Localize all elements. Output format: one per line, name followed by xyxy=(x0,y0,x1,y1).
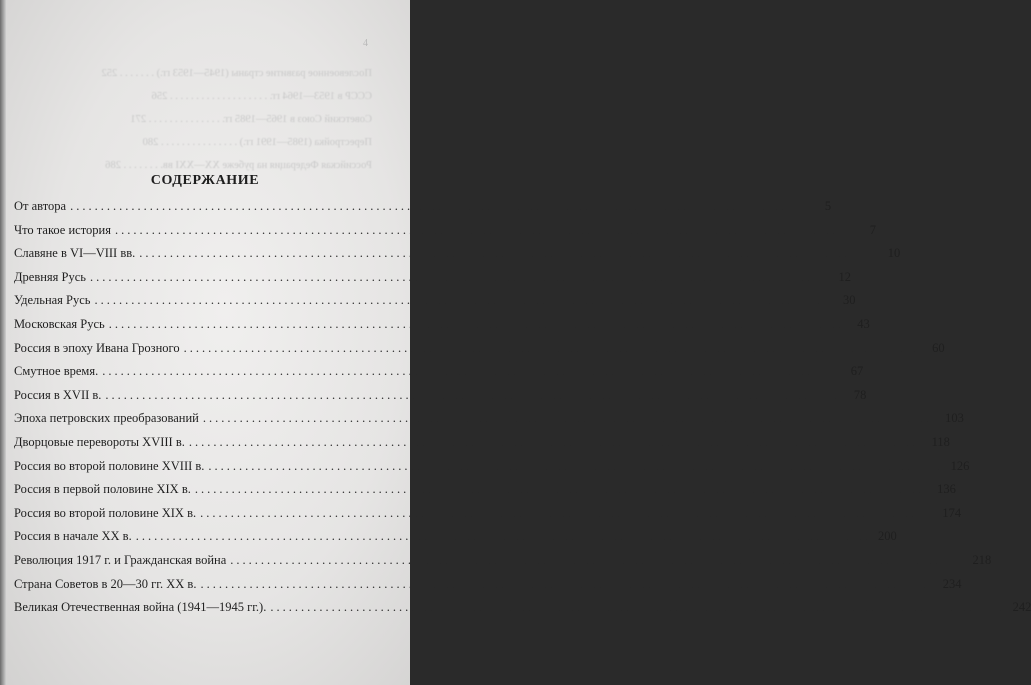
toc-dot-leader: ........................................................................................................................ xyxy=(139,246,875,261)
toc-dot-leader: ........................................................................................................................ xyxy=(200,576,936,591)
toc-dot-leader: ........................................................................................................................ xyxy=(102,364,838,379)
toc-entry-title: От автора xyxy=(14,199,67,213)
toc-entry xyxy=(14,576,962,601)
bleed-line: Послевоенное развитие страны (1945—1953 гг.) . . . . . . . 252 xyxy=(101,68,372,79)
toc-dot-leader: ........................................................................................................................ xyxy=(208,458,944,473)
toc-entry-title: Россия в XVII в. xyxy=(14,387,102,402)
toc-entry-title: Дворцовые перевороты XVIII в. xyxy=(14,434,185,449)
toc-entry-title: Великая Отечественная война (1941—1945 гг.). xyxy=(14,600,267,615)
toc-dot-leader: ........................................................................................................................ xyxy=(105,387,841,402)
toc-entry xyxy=(14,387,867,412)
toc-entry-title: Россия в начале XX в. xyxy=(14,529,132,544)
toc-entry xyxy=(14,600,1031,624)
toc-dot-leader: ........................................................................................................................ xyxy=(70,199,806,213)
toc-entry-page: 5 xyxy=(824,199,832,213)
toc-entry-page: 200 xyxy=(877,529,897,544)
toc-entry-title: Россия во второй половине XIX в. xyxy=(14,505,197,520)
toc-dot-leader: ........................................................................................................................ xyxy=(230,552,966,567)
toc-entry xyxy=(14,552,992,577)
toc-entry-page: 78 xyxy=(853,387,867,402)
toc-entry-page: 7 xyxy=(869,222,876,237)
toc-entry-page: 242 xyxy=(1012,600,1031,615)
toc-entry-title: Московская Русь xyxy=(14,316,105,331)
toc-entry-page: 218 xyxy=(972,552,992,567)
toc-entry-title: Россия в эпоху Ивана Грозного xyxy=(14,340,180,355)
page-number: 4 xyxy=(363,38,368,49)
toc-entry xyxy=(14,364,864,388)
toc-entry xyxy=(14,293,856,317)
toc-entry xyxy=(14,269,851,294)
toc-entry xyxy=(14,434,950,459)
toc-entry-page: 136 xyxy=(937,482,956,497)
toc-entry xyxy=(14,246,901,270)
toc-entry-title: Древняя Русь xyxy=(14,269,86,284)
toc-entry-page: 10 xyxy=(887,246,901,261)
toc-entry xyxy=(14,222,876,247)
toc-entry-title: Смутное время. xyxy=(14,364,99,379)
toc-entry xyxy=(14,458,970,483)
toc-entry-page: 103 xyxy=(945,411,964,426)
toc-dot-leader: ........................................................................................................................ xyxy=(94,293,830,308)
toc-dot-leader: ........................................................................................................................ xyxy=(200,505,936,520)
toc-dot-leader: ........................................................................................................................ xyxy=(135,529,871,544)
bleed-line: Советский Союз в 1965—1985 гг. . . . . . . . . . . . . . . 271 xyxy=(130,114,372,125)
toc-entry-page: 126 xyxy=(950,458,970,473)
toc-entry xyxy=(14,411,964,435)
toc-entry-title: Россия во второй половине XVIII в. xyxy=(14,458,205,473)
toc-entry-title: Что такое история xyxy=(14,222,111,237)
toc-entry-title: Россия в первой половине XIX в. xyxy=(14,482,191,497)
toc-dot-leader: ........................................................................................................................ xyxy=(108,316,844,331)
toc-entry xyxy=(14,482,956,506)
toc-entry-title: Эпоха петровских преобразований xyxy=(14,411,199,426)
toc-dot-leader: ........................................................................................................................ xyxy=(114,222,850,237)
toc-entry-title: Страна Советов в 20—30 гг. XX в. xyxy=(14,576,197,591)
toc-entry-title: Революция 1917 г. и Гражданская война xyxy=(14,552,227,567)
toc-dot-leader: ........................................................................................................................ xyxy=(194,482,930,497)
toc-dot-leader: ........................................................................................................................ xyxy=(183,340,919,355)
toc-dot-leader: ........................................................................................................................ xyxy=(202,411,938,426)
bleed-line: Российская Федерация на рубеже XX—XXI вв. . . . . . . . 286 xyxy=(105,160,372,171)
toc-entry xyxy=(14,340,945,365)
toc-entry xyxy=(14,505,962,530)
toc-entry-title: Славяне в VI—VIII вв. xyxy=(14,246,136,261)
toc-entry xyxy=(14,529,897,553)
toc-entry-page: 118 xyxy=(931,434,950,449)
toc-entry-page: 12 xyxy=(838,269,851,284)
toc-entry-title: Удельная Русь xyxy=(14,293,91,308)
toc-heading: СОДЕРЖАНИЕ xyxy=(150,173,260,188)
toc-entry xyxy=(14,199,832,223)
toc-entry xyxy=(14,316,870,341)
table-of-contents xyxy=(14,199,1031,624)
bleed-line: Перестройка (1985—1991 гг.) . . . . . . . . . . . . . . . 280 xyxy=(142,137,372,148)
toc-entry-page: 60 xyxy=(932,340,945,355)
toc-entry-page: 30 xyxy=(843,293,856,308)
page-edge-shadow xyxy=(0,0,6,685)
toc-entry-page: 43 xyxy=(857,316,870,331)
toc-dot-leader: ........................................................................................................................ xyxy=(188,434,924,449)
toc-entry-page: 174 xyxy=(942,505,962,520)
toc-entry-page: 234 xyxy=(942,576,962,591)
toc-dot-leader: ........................................................................................................................ xyxy=(270,600,1006,615)
toc-entry-page: 67 xyxy=(850,364,864,379)
toc-dot-leader: ........................................................................................................................ xyxy=(90,269,825,284)
bleed-line: СССР в 1953—1964 гг. . . . . . . . . . . . . . . . . . . . 256 xyxy=(151,91,372,102)
